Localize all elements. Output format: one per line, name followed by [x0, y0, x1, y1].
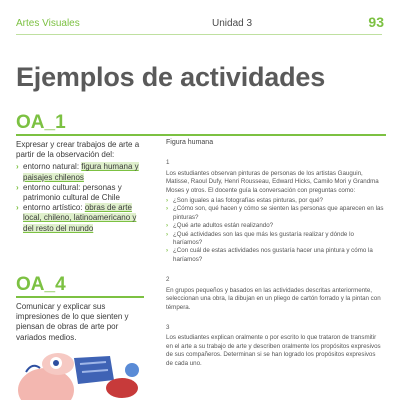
activity-2-number: 2: [166, 276, 170, 284]
activity-2-text: En grupos pequeños y basados en las actividades descritas anteriormente, seleccionan una obra, la dibujan en un pliego de cartón forrado y la pintan con témpera.: [166, 286, 381, 311]
page-title: Ejemplos de actividades: [16, 62, 326, 92]
activity-1-text: Los estudiantes observan pinturas de personas de los artistas Gauguin, Matisse, Raoul Dufy, Henri Rousseau, Edward Hicks, Camilo Mori y Grandma Moses y otros. El docente guía la conversación con preguntas como:: [166, 169, 379, 194]
question-item: › ¿Cómo son, qué hacen y cómo se sienten las personas que aparecen en las pinturas?: [166, 205, 384, 222]
page-header: [16, 14, 384, 34]
children-painting-illustration: [18, 350, 144, 400]
eye-pupil-shape: [53, 360, 59, 366]
question-item: › ¿Qué actividades son las que más les gustaría realizar y dónde lo haríamos?: [166, 231, 384, 248]
activity-1-questions: [166, 197, 384, 264]
oa1-list: [16, 162, 144, 233]
question-item: › ¿Son iguales a las fotografías estas pinturas, por qué?: [166, 197, 384, 205]
oa4-description: [16, 302, 144, 345]
oa1-item-natural: › entorno natural: figura humana y paisajes chilenos: [16, 162, 144, 182]
activities-heading: Figura humana: [166, 139, 214, 146]
illustration-svg: [18, 350, 144, 400]
header-divider: [16, 34, 382, 35]
oa1-rule: [16, 134, 386, 136]
oa1-title: OA_1: [16, 112, 66, 133]
activity-3-number: 3: [166, 323, 170, 331]
oa1-description: [16, 140, 144, 234]
oa1-intro: Expresar y crear trabajos de arte a partir de la observación del:: [16, 140, 140, 160]
oa4-rule: [16, 296, 144, 298]
oa1-item-artistico: › entorno artístico: obras de arte local, chileno, latinoamericano y del resto del mundo: [16, 203, 144, 234]
oa4-text: Comunicar y explicar sus impresiones de lo que sienten y piensan de obras de arte por variados medios.: [16, 302, 129, 342]
page-number: 93: [368, 14, 384, 30]
red-shape: [106, 378, 138, 398]
question-item: › ¿Qué arte adultos están realizando?: [166, 222, 384, 230]
question-item: › ¿Con cuál de estas actividades nos gustaría hacer una pintura y cómo la haríamos?: [166, 247, 384, 264]
activities-column: [166, 139, 384, 368]
oa1-item-cultural: › entorno cultural: personas y patrimonio cultural de Chile: [16, 183, 144, 203]
oa4-title: OA_4: [16, 274, 66, 295]
unit-label: Unidad 3: [212, 18, 253, 29]
activity-1-number: 1: [166, 159, 170, 167]
section-name: Artes Visuales: [16, 18, 80, 29]
activity-3-text: Los estudiantes explican oralmente o por escrito lo que trataron de transmitir en el arte a su trabajo de arte y describen oralmente los propósitos expresivos de sus compañeros. Determinan si se han logrado los propósitos expresivos de cada uno.: [166, 334, 381, 367]
blue-circle-shape: [125, 363, 139, 377]
